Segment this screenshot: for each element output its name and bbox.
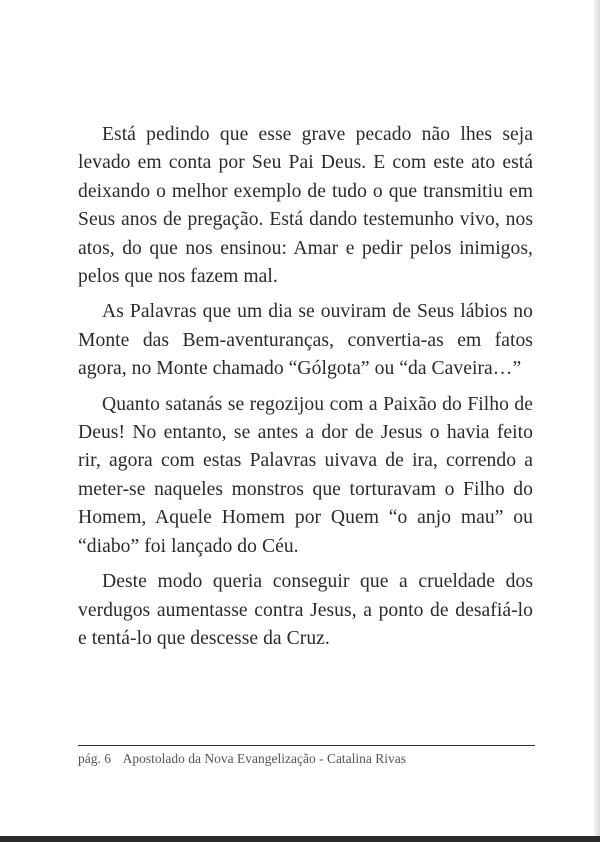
page-number: pág. 6 xyxy=(78,751,111,766)
paragraph: Quanto satanás se regozijou com a Paixão do Filho de Deus! No entanto, se antes a dor de Jesus o havia feito rir, agora com estas Palavras uivava de ira, correndo a meter-se naqueles monstros que torturavam o Filho do Homem, Aquele Homem por Quem “o anjo mau” ou “diabo” foi lançado do Céu. xyxy=(78,393,533,557)
paragraph: As Palavras que um dia se ouviram de Seus lábios no Monte das Bem-aventuranças, convertia-as em fatos agora, no Monte chamado “Gólgota” ou “da Caveira…” xyxy=(78,301,533,380)
body-text xyxy=(78,121,533,660)
footer-title: Apostolado da Nova Evangelização - Catalina Rivas xyxy=(122,751,407,766)
page-footer xyxy=(78,751,538,767)
paragraph: Deste modo queria conseguir que a crueldade dos verdugos aumentasse contra Jesus, a ponto de desafiá-lo e tentá-lo que descesse da Cruz. xyxy=(78,571,533,649)
viewer-bottom-bar xyxy=(0,836,600,842)
footer-divider xyxy=(78,745,535,746)
paragraph: Está pedindo que esse grave pecado não lhes seja levado em conta por Seu Pai Deus. E com este ato está deixando o melhor exemplo de tudo o que transmitiu em Seus anos de pregação. Está dando testemunho vivo, nos atos, do que nos ensinou: Amar e pedir pelos inimigos, pelos que nos fazem mal. xyxy=(78,124,533,288)
page-edge-shadow xyxy=(594,0,600,842)
